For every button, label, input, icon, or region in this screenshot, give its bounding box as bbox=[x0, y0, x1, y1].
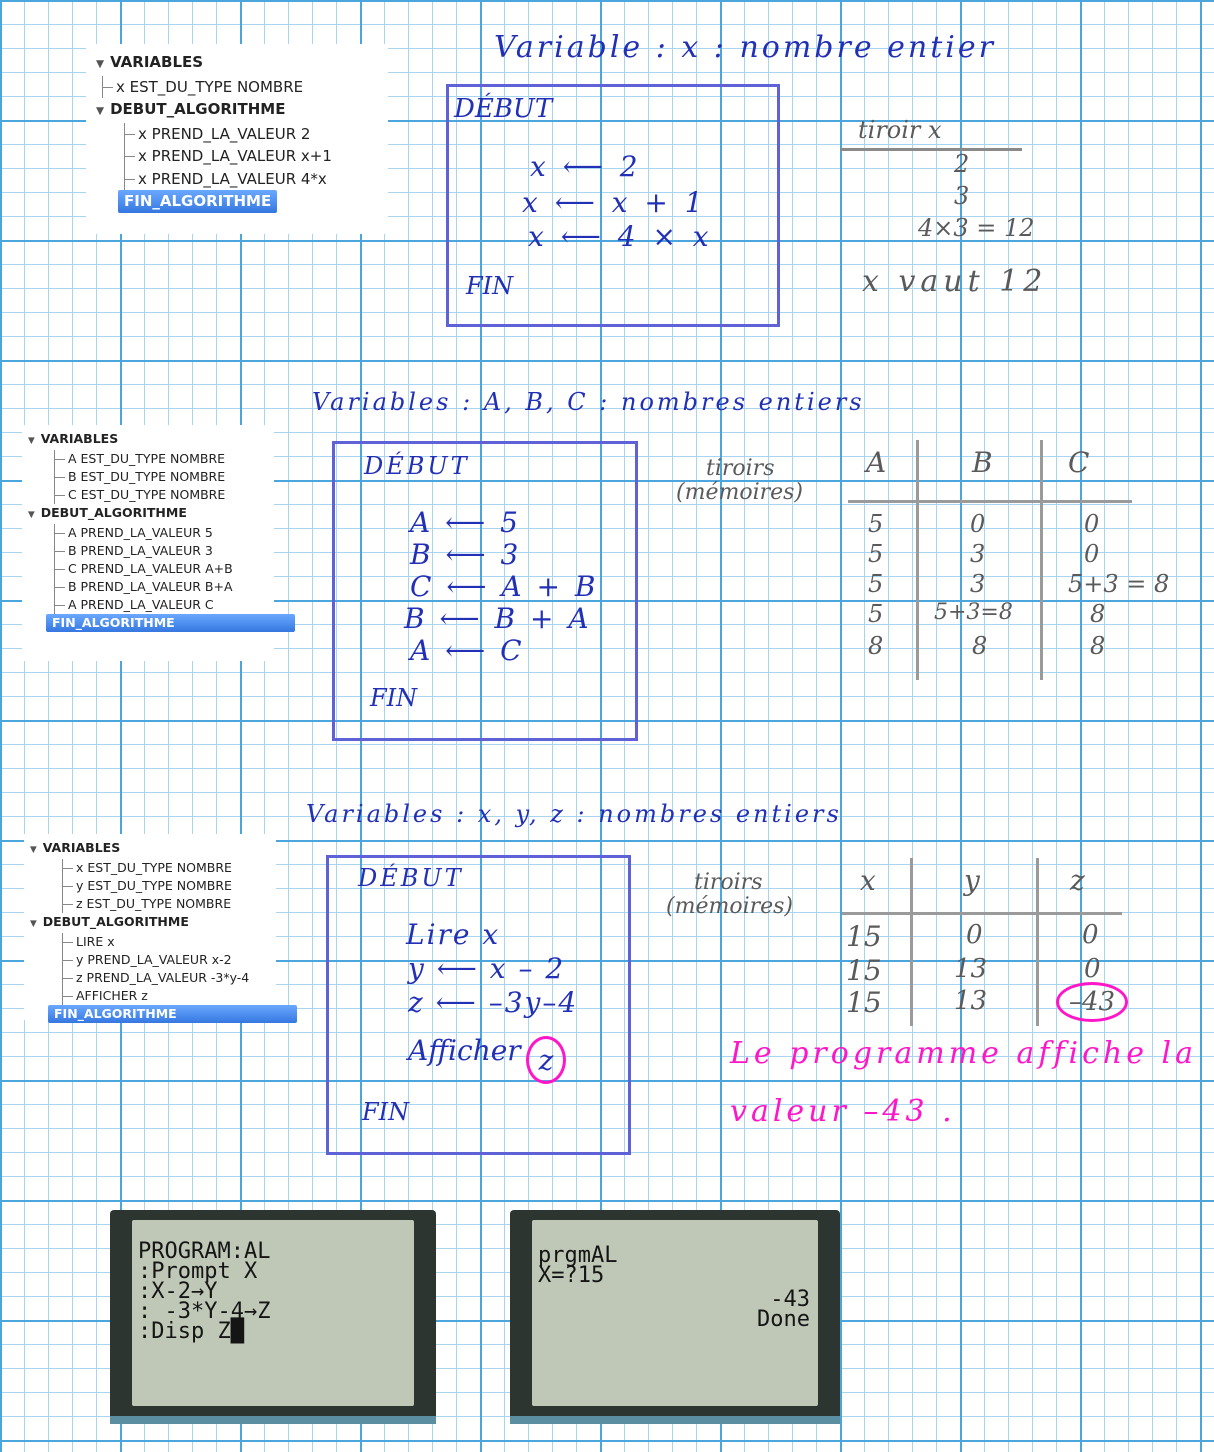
box1-line: x ⟵ 4 × x bbox=[528, 220, 713, 253]
tree-body-line[interactable]: z PREND_LA_VALEUR -3*y-4 bbox=[62, 969, 276, 987]
box2-line: C ⟵ A + B bbox=[410, 570, 599, 603]
tree-fin-selected[interactable]: FIN_ALGORITHME bbox=[46, 614, 295, 632]
drawer-header: tiroir x bbox=[858, 116, 942, 144]
table-2-cell: 3 bbox=[970, 570, 986, 598]
table-2-cell: 0 bbox=[1084, 510, 1100, 538]
calc-line: :Disp Z█ bbox=[138, 1319, 244, 1344]
calc-line: X=?15 bbox=[538, 1263, 605, 1288]
section3-heading: Variables : x, y, z : nombres entiers bbox=[306, 800, 842, 828]
table-2-header: B bbox=[972, 446, 993, 479]
tree-debut-label[interactable]: ▼ DEBUT_ALGORITHME bbox=[28, 504, 274, 524]
table-3-col-rule bbox=[1036, 858, 1039, 1026]
table-2-col-rule bbox=[916, 440, 919, 680]
calculator-lcd bbox=[532, 1220, 818, 1406]
box3-afficher: Afficher bbox=[408, 1034, 521, 1067]
calc-line: : -3*Y-4→Z bbox=[138, 1299, 271, 1324]
section2-heading: Variables : A, B, C : nombres entiers bbox=[312, 388, 865, 416]
section1-conclusion: x vaut 12 bbox=[862, 264, 1048, 299]
calculator-lcd bbox=[132, 1220, 414, 1406]
box2-fin: FIN bbox=[370, 684, 418, 712]
box2-line: B ⟵ B + A bbox=[404, 602, 592, 635]
table-2-cell: 5 bbox=[868, 570, 884, 598]
box3-debut: DÉBUT bbox=[358, 864, 464, 892]
tree-fin-selected[interactable]: FIN_ALGORITHME bbox=[118, 190, 277, 213]
calculator-screen-program bbox=[110, 1210, 436, 1424]
box3-line: z ⟵ –3y–4 bbox=[408, 986, 579, 1019]
tree-variables-label[interactable]: ▼ VARIABLES bbox=[28, 430, 274, 450]
drawers-label: tiroirs bbox=[694, 870, 763, 895]
algobox-tree-3 bbox=[24, 834, 276, 1020]
algobox-tree-2 bbox=[22, 425, 274, 661]
table-2-cell: 5+3=8 bbox=[934, 600, 1013, 625]
tree-var-line[interactable]: C EST_DU_TYPE NOMBRE bbox=[54, 486, 274, 504]
calc-line: prgmAL bbox=[538, 1243, 618, 1268]
table-3-cell: 13 bbox=[954, 986, 988, 1016]
table-3-header: z bbox=[1070, 864, 1085, 897]
tree-body-line[interactable]: A PREND_LA_VALEUR C bbox=[54, 596, 274, 614]
table-2-cell: 8 bbox=[972, 632, 988, 660]
drawers-label: tiroirs bbox=[706, 456, 775, 481]
table-2-header: A bbox=[866, 446, 887, 479]
tree-fin-selected[interactable]: FIN_ALGORITHME bbox=[48, 1005, 297, 1023]
table-2-cell: 8 bbox=[868, 632, 884, 660]
section3-conclusion-line2: valeur –43 . bbox=[730, 1094, 956, 1129]
table-2-header: C bbox=[1068, 446, 1090, 479]
calc-line: PROGRAM:AL bbox=[138, 1239, 271, 1264]
tree-body-line[interactable]: x PREND_LA_VALEUR x+1 bbox=[124, 145, 388, 168]
box1-debut: DÉBUT bbox=[454, 94, 553, 124]
tree-body-line[interactable]: x PREND_LA_VALEUR 4*x bbox=[124, 168, 388, 191]
box1-line: x ⟵ x + 1 bbox=[522, 186, 707, 219]
table-3-cell: 0 bbox=[1084, 954, 1101, 984]
drawer-header-rule bbox=[840, 148, 1022, 151]
table-3-cell: 15 bbox=[846, 920, 882, 953]
table-2-cell: 0 bbox=[970, 510, 986, 538]
box3-line: Lire x bbox=[406, 918, 501, 951]
tree-var-line[interactable]: x EST_DU_TYPE NOMBRE bbox=[102, 76, 388, 99]
table-2-cell: 3 bbox=[970, 540, 986, 568]
table-3-cell: 0 bbox=[1082, 920, 1099, 950]
calc-output: Done bbox=[757, 1307, 810, 1332]
tree-var-line[interactable]: x EST_DU_TYPE NOMBRE bbox=[62, 859, 276, 877]
tree-body-line[interactable]: y PREND_LA_VALEUR x-2 bbox=[62, 951, 276, 969]
section1-heading: Variable : x : nombre entier bbox=[494, 30, 996, 65]
box1-fin: FIN bbox=[466, 272, 514, 300]
tree-body-line[interactable]: A PREND_LA_VALEUR 5 bbox=[54, 524, 274, 542]
calculator-screen-run bbox=[510, 1210, 840, 1424]
tree-var-line[interactable]: z EST_DU_TYPE NOMBRE bbox=[62, 895, 276, 913]
table-2-cell: 5 bbox=[868, 600, 884, 628]
table-3-cell: 13 bbox=[954, 954, 988, 984]
table-2-cell: 5+3 = 8 bbox=[1068, 570, 1170, 598]
box3-line: y ⟵ x – 2 bbox=[408, 952, 566, 985]
memories-label: (mémoires) bbox=[666, 894, 794, 919]
box3-fin: FIN bbox=[362, 1098, 410, 1126]
tree-var-line[interactable]: B EST_DU_TYPE NOMBRE bbox=[54, 468, 274, 486]
calc-line: :Prompt X bbox=[138, 1259, 258, 1284]
algobox-tree-1 bbox=[86, 44, 388, 234]
calculator-bezel-strip bbox=[110, 1416, 436, 1424]
box3-afficher-arg: z bbox=[526, 1036, 566, 1084]
tree-debut-label[interactable]: ▼ DEBUT_ALGORITHME bbox=[96, 98, 388, 123]
tree-body-line[interactable]: B PREND_LA_VALEUR 3 bbox=[54, 542, 274, 560]
box2-line: A ⟵ 5 bbox=[410, 506, 521, 539]
calc-output: -43 bbox=[770, 1287, 810, 1312]
tree-variables-label[interactable]: ▼ VARIABLES bbox=[30, 839, 276, 859]
table-3-header-rule bbox=[842, 912, 1122, 915]
tree-body-line[interactable]: C PREND_LA_VALEUR A+B bbox=[54, 560, 274, 578]
drawer-value: 3 bbox=[954, 182, 970, 210]
memories-label: (mémoires) bbox=[676, 480, 804, 505]
table-3-col-rule bbox=[910, 858, 913, 1026]
tree-body-line[interactable]: x PREND_LA_VALEUR 2 bbox=[124, 123, 388, 146]
calc-line: :X-2→Y bbox=[138, 1279, 218, 1304]
table-2-cell: 5 bbox=[868, 540, 884, 568]
table-2-col-rule bbox=[1040, 440, 1043, 680]
tree-body-line[interactable]: LIRE x bbox=[62, 933, 276, 951]
tree-variables-label[interactable]: ▼ VARIABLES bbox=[96, 51, 388, 76]
table-3-cell: –43 bbox=[1056, 982, 1128, 1022]
box1-line: x ⟵ 2 bbox=[530, 150, 642, 183]
table-3-header: y bbox=[964, 864, 980, 897]
table-2-header-rule bbox=[848, 500, 1132, 503]
box2-line: A ⟵ C bbox=[410, 634, 525, 667]
table-3-cell: 0 bbox=[966, 920, 983, 950]
tree-var-line[interactable]: y EST_DU_TYPE NOMBRE bbox=[62, 877, 276, 895]
box2-line: B ⟵ 3 bbox=[410, 538, 522, 571]
table-2-cell: 5 bbox=[868, 510, 884, 538]
drawer-value: 4×3 = 12 bbox=[918, 214, 1035, 242]
tree-var-line[interactable]: A EST_DU_TYPE NOMBRE bbox=[54, 450, 274, 468]
section3-conclusion-line1: Le programme affiche la bbox=[730, 1036, 1198, 1071]
tree-body-line[interactable]: AFFICHER z bbox=[62, 987, 276, 1005]
table-3-header: x bbox=[860, 864, 876, 897]
drawer-value: 2 bbox=[954, 150, 970, 178]
calculator-bezel-strip bbox=[510, 1416, 840, 1424]
tree-debut-label[interactable]: ▼ DEBUT_ALGORITHME bbox=[30, 913, 276, 933]
table-2-cell: 8 bbox=[1090, 632, 1106, 660]
table-3-cell: 15 bbox=[846, 986, 882, 1019]
table-3-cell: 15 bbox=[846, 954, 882, 987]
table-2-cell: 8 bbox=[1090, 600, 1106, 628]
tree-body-line[interactable]: B PREND_LA_VALEUR B+A bbox=[54, 578, 274, 596]
table-2-cell: 0 bbox=[1084, 540, 1100, 568]
box2-debut: DÉBUT bbox=[364, 452, 470, 480]
